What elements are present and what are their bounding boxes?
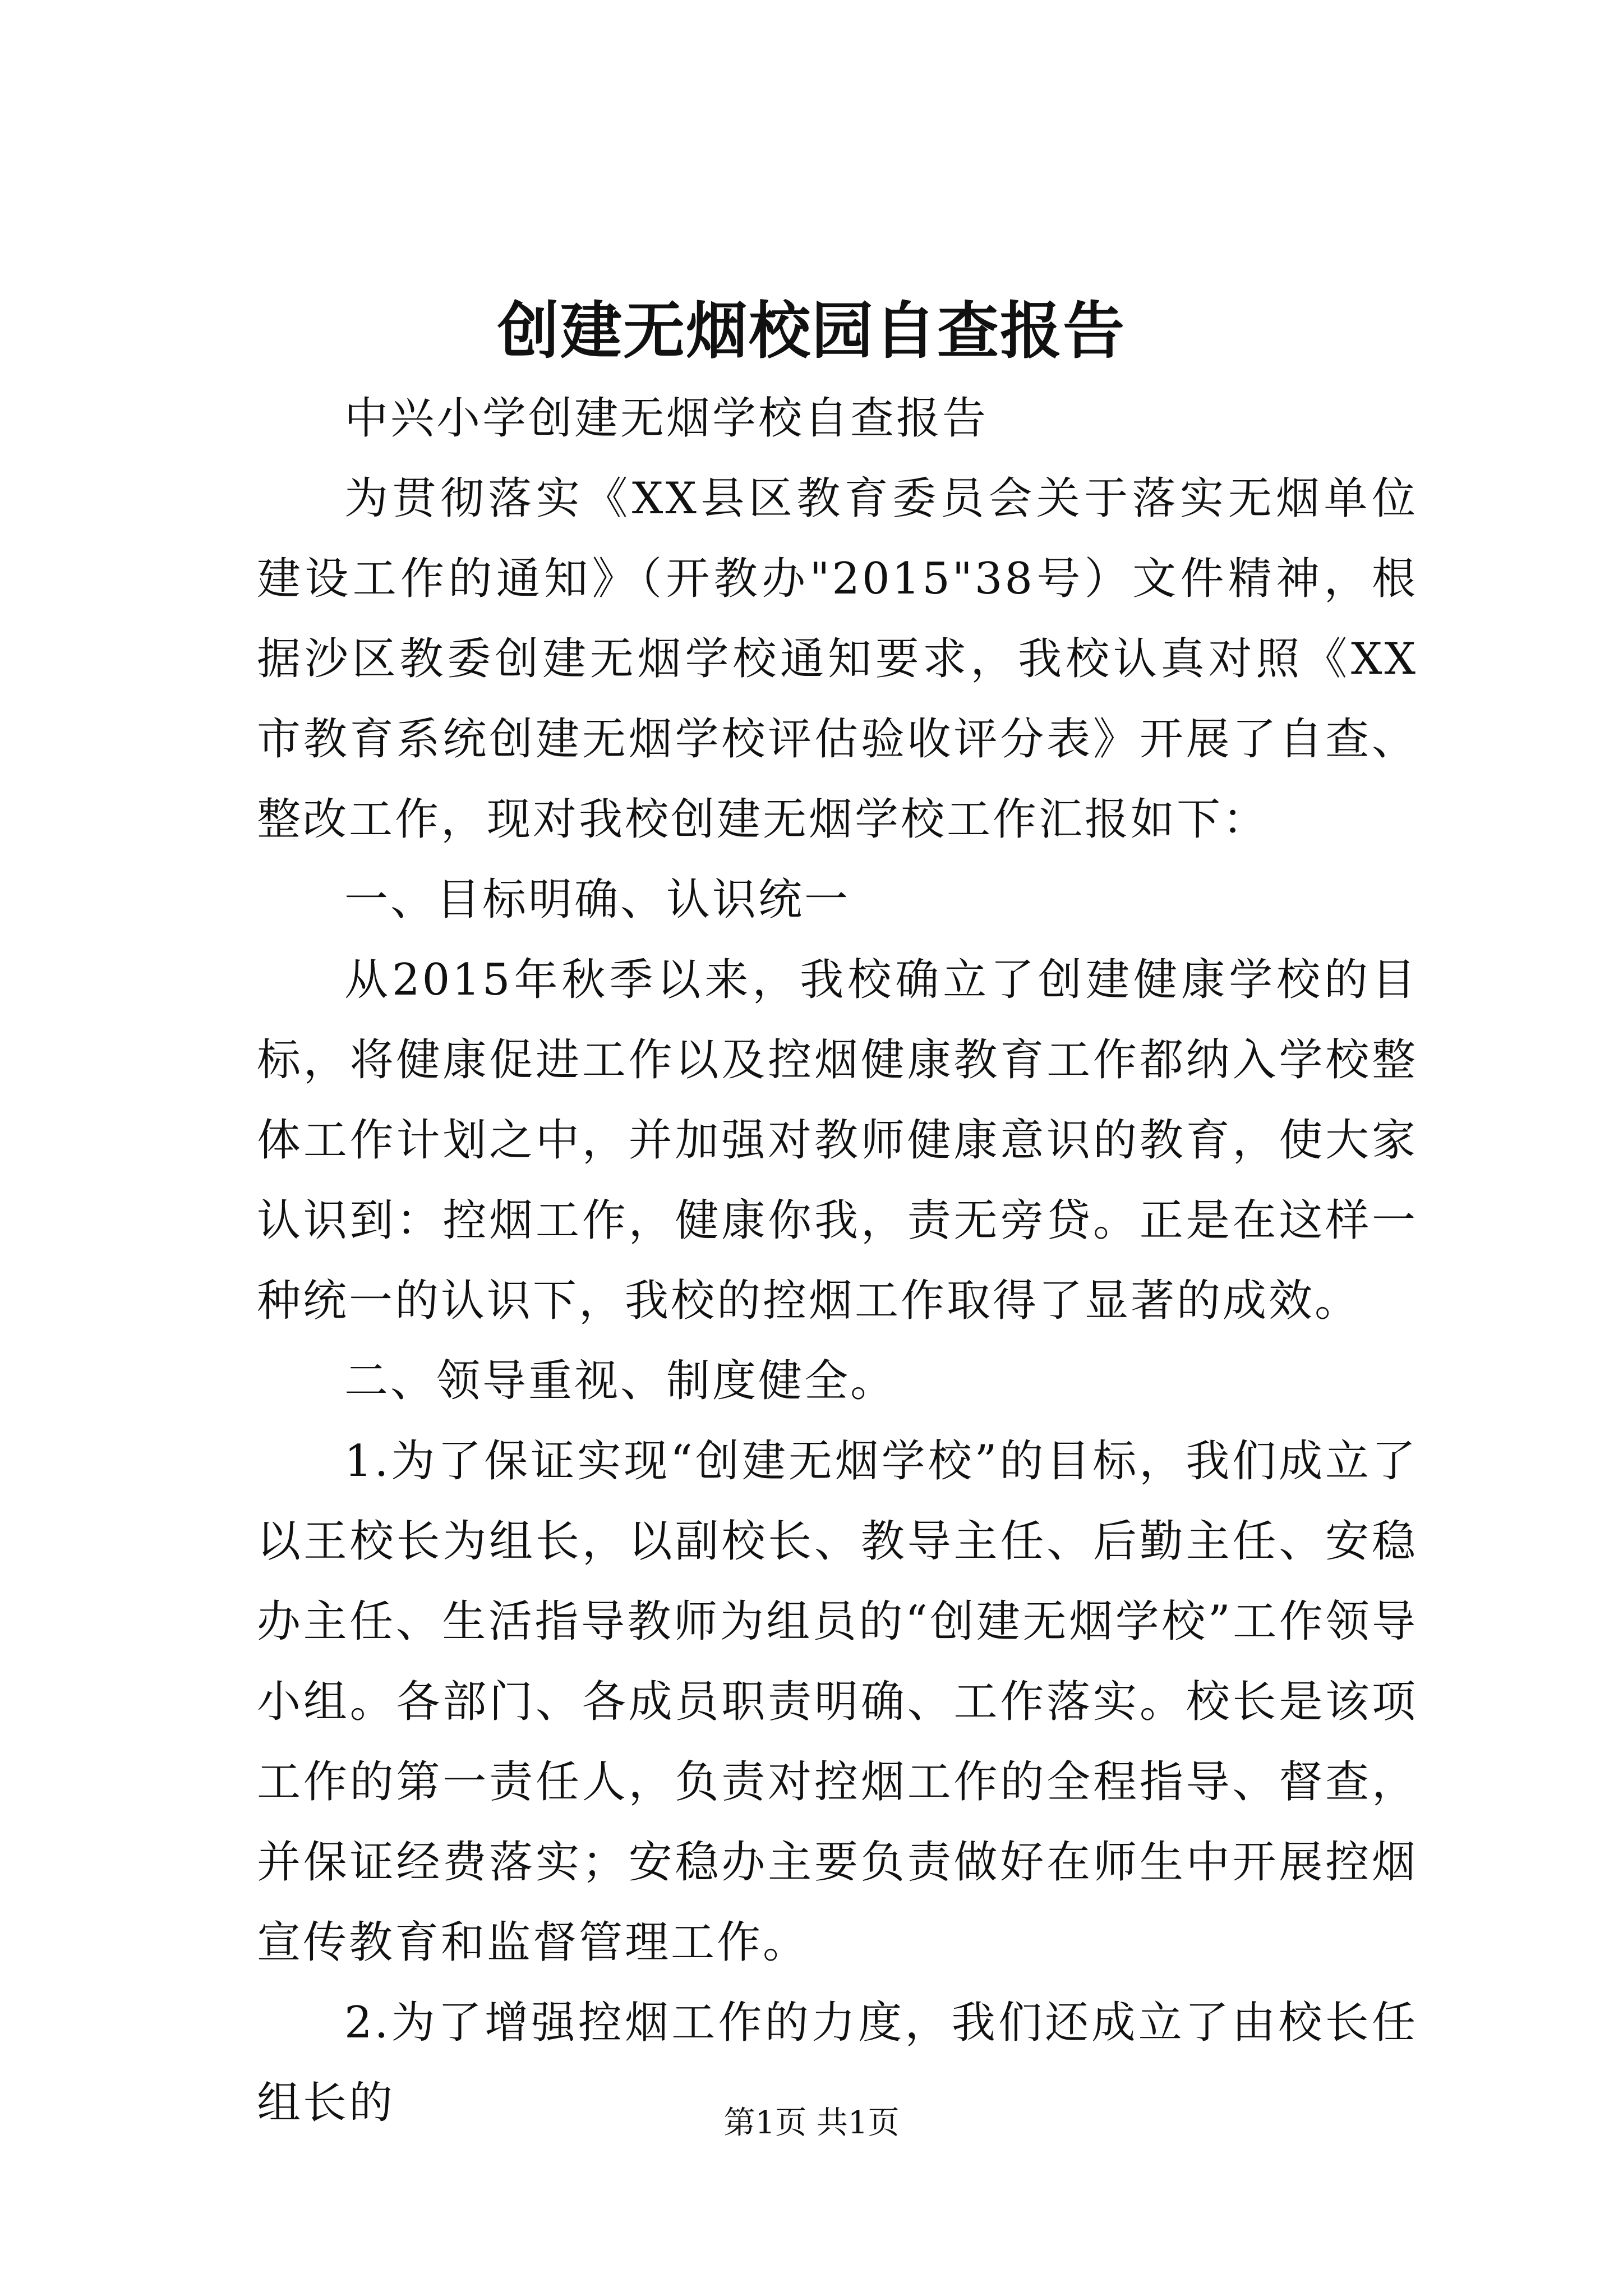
paragraph-section-1: 从2015年秋季以来，我校确立了创建健康学校的目标，将健康促进工作以及控烟健康教育工作都纳入学校整体工作计划之中，并加强对教师健康意识的教育，使大家认识到：控烟工作，健康你我，责无旁贷。正是在这样一种统一的认识下，我校的控烟工作取得了显著的成效。 xyxy=(257,955,1418,1326)
section-heading-2: 二、领导重视、制度健全。 xyxy=(344,1356,897,1406)
paragraph-item-2: 2.为了增强控烟工作的力度，我们还成立了由校长任组长的 xyxy=(257,1998,1418,2128)
paragraph-intro: 为贯彻落实《XX县区教育委员会关于落实无烟单位建设工作的通知》（开教办"2015"38号）文件精神，根据沙区教委创建无烟学校通知要求，我校认真对照《XX市教育系统创建无烟学校评估验收评分表》开展了自查、整改工作，现对我校创建无烟学校工作汇报如下： xyxy=(257,473,1418,845)
paragraph-subtitle: 中兴小学创建无烟学校自查报告 xyxy=(344,393,989,444)
document-title: 创建无烟校园自查报告 xyxy=(497,295,1126,367)
paragraph-item-1: 1.为了保证实现“创建无烟学校”的目标，我们成立了以王校长为组长，以副校长、教导主任、后勤主任、安稳办主任、生活指导教师为组员的“创建无烟学校”工作领导小组。各部门、各成员职责明确、工作落实。校长是该项工作的第一责任人，负责对控烟工作的全程指导、督查，并保证经费落实；安稳办主要负责做好在师生中开展控烟宣传教育和监督管理工作。 xyxy=(257,1436,1418,1968)
section-heading-1: 一、目标明确、认识统一 xyxy=(344,875,851,925)
document-body xyxy=(257,379,1418,2143)
page-footer: 第1页 共1页 xyxy=(723,2105,900,2141)
